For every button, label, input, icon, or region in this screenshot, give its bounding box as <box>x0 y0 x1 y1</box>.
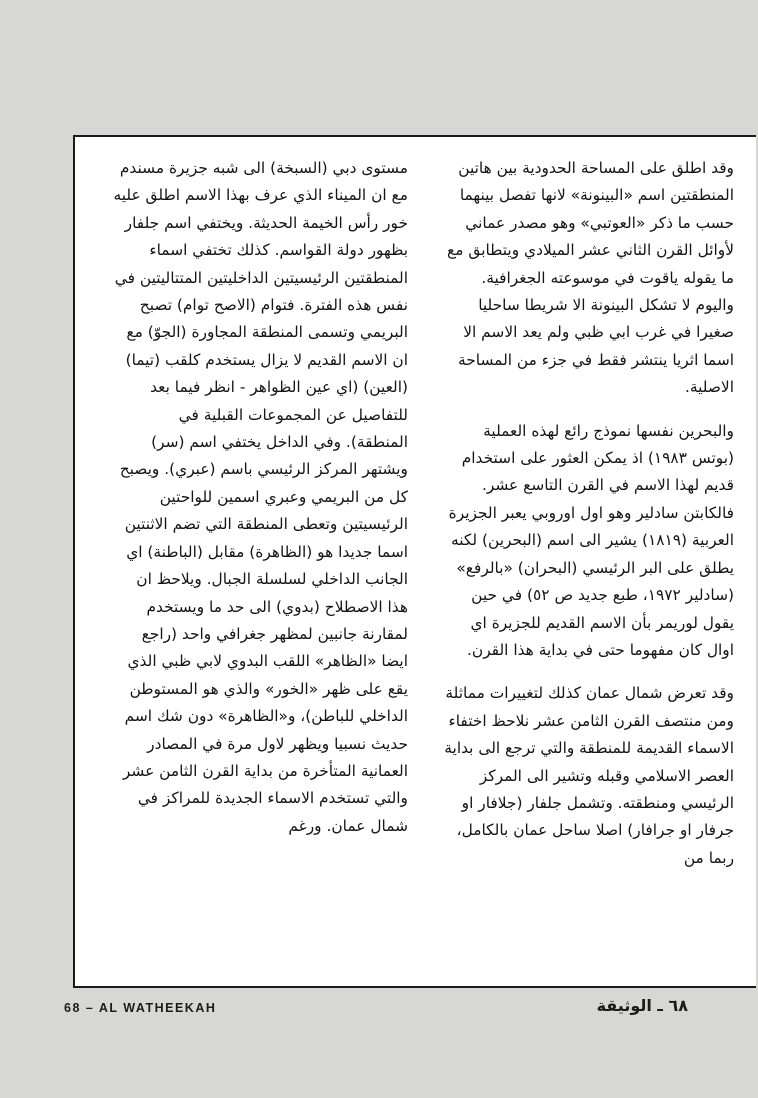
page-frame <box>73 135 756 988</box>
paragraph: والبحرين نفسها نموذج رائع لهذه العملية (بوتس ١٩٨٣) اذ يمكن العثور على استخدام قديم لهذا الاسم في القرن التاسع عشر. فالكابتن سادلير وهو اول اوروبي يعبر الجزيرة العربية (١٨١٩) يشير الى اسم (البحرين) لكنه يطلق على البر الرئيسي (البحران) «بالرفع» (سادلير ١٩٧٢، طبع جديد ص ٥٢) في حين يقول لوريمر بأن الاسم القديم للجزيرة اي اوال كان مفهوما حتى في بداية هذا القرن. <box>448 421 734 659</box>
paragraph: مستوى دبي (السبخة) الى شبه جزيرة مسندم مع ان الميناء الذي عرف بهذا الاسم اطلق عليه خور رأس الخيمة الحديثة. ويختفي اسم جلفار بظهور دولة القواسم. كذلك تختفي اسماء المنطقتين الرئيسيتين الداخليتين المتتاليتين في نفس هذه الفترة. فتوام (الاصح توام) تصبح البريمي وتسمى المنطقة المجاورة (الجوّ) مع ان الاسم القديم لا يزال يستخدم كلقب (تيما) (العين) (اي عين الظواهر - انظر فيما بعد للتفاصيل عن المجموعات القبلية في المنطقة). وفي الداخل يختفي اسم (سر) ويشتهر المركز الرئيسي باسم (عبري). ويصبح كل من البريمي وعبري اسمين للواحتين الرئيسيتين وتعطى المنطقة التي تضم الاثنتين اسما جديدا هو (الظاهرة) مقابل (الباطنة) اي الجانب الداخلي لسلسلة الجبال. ويلاحظ ان هذا الاصطلاح (بدوي) الى حد ما ويستخدم لمقارنة جانبين لمظهر جغرافي واحد (راجع ايضا «الظاهر» اللقب البدوي لابي ظبي الذي يقع على ظهر «الخور» والذي هو المستوطن الداخلي للباطن)، و«الظاهرة» دون شك اسم حديث نسبيا ويظهر لاول مرة في المصادر العمانية المتأخرة من بداية القرن الثامن عشر والتي تستخدم الاسماء الجديدة للمراكز في شمال عمان. ورغم <box>113 159 408 835</box>
right-text-column <box>444 155 734 872</box>
page-footer-english: 68 – AL WATHEEKAH <box>64 1001 217 1015</box>
paragraph: وقد اطلق على المساحة الحدودية بين هاتين المنطقتين اسم «البينونة» لانها تفصل بينهما حسب ما ذكر «العوتبي» وهو مصدر عماني لأوائل القرن الثاني عشر الميلادي ويتطابق مع ما يقوله ياقوت في موسوعته الجغرافية. واليوم لا تشكل البينونة الا شريطا ساحليا صغيرا في غرب ابي ظبي ولم يعد الاسم الا اسما اثريا ينتشر فقط في جزء من المساحة الاصلية. <box>447 159 734 397</box>
left-text-column <box>112 155 408 840</box>
page-footer-arabic: ٦٨ ـ الوثيقة <box>596 996 688 1015</box>
paragraph: وقد تعرض شمال عمان كذلك لتغييرات مماثلة ومن منتصف القرن الثامن عشر نلاحظ اختفاء الاسماء القديمة للمنطقة والتي ترجع الى بداية العصر الاسلامي وقبله وتشير الى المركز الرئيسي ومنطقته. وتشمل جلفار (جلافار او جرفار او جرافار) اصلا ساحل عمان بالكامل، ربما من <box>444 684 734 867</box>
